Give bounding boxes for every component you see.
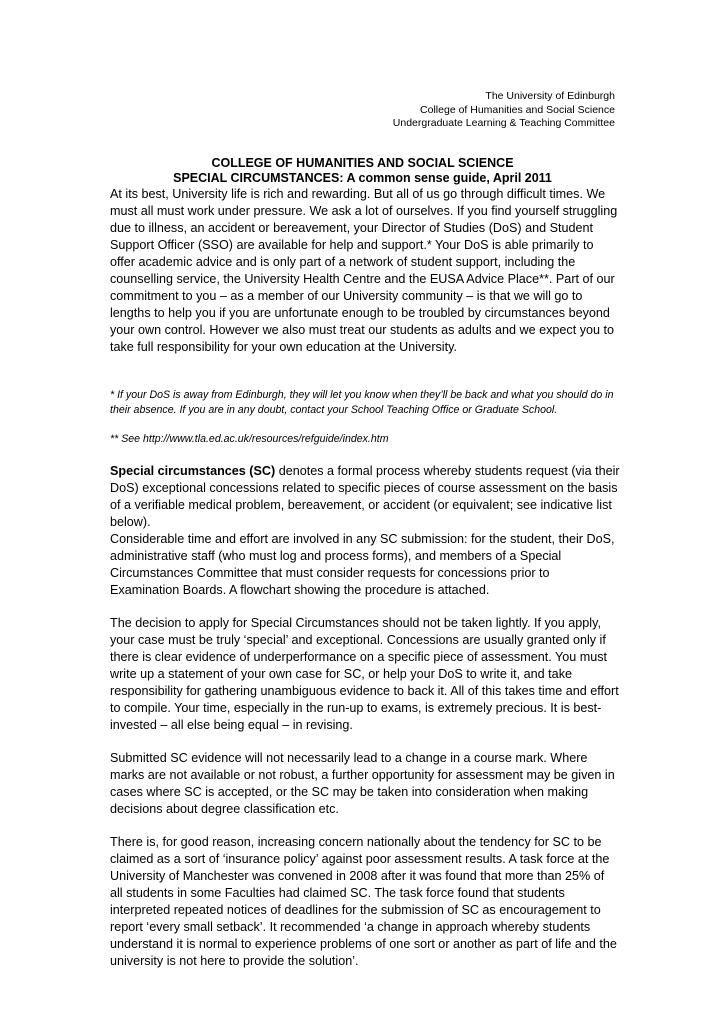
document-title: COLLEGE OF HUMANITIES AND SOCIAL SCIENCE: [211, 156, 514, 170]
intro-paragraph: At its best, University life is rich and rewarding. But all of us go through difficult times. We must all must work under pressure. We ask a lot of ourselves. If you find yourself struggling due to illness, an accident or bereavement, your Director of Studies (DoS) and Student Support Officer (SSO) are available for help and support.* Your DoS is able primarily to offer academic advice and is only part of a network of student support, including the counselling service, the University Health Centre and the EUSA Advice Place**. Part of our commitment to you – as a member of our University community – is that we will go to lengths to help you if you are unfortunate enough to be troubled by circumstances beyond your own control. However we also must treat our students as adults and we expect you to take full responsibility for your own education at the University.: [110, 187, 618, 354]
document-subtitle: SPECIAL CIRCUMSTANCES: A common sense guide, April 2011: [173, 171, 552, 185]
letterhead-university: The University of Edinburgh: [485, 90, 615, 102]
national-concern-paragraph: There is, for good reason, increasing concern nationally about the tendency for SC to be claimed as a sort of ‘insurance policy’ against poor assessment results. A task force at the University of Manchester was convened in 2008 after it was found that more than 25% of all students in some Faculties had claimed SC. The task force found that students interpreted repeated notices of deadlines for the submission of SC as encouragement to report ‘every small setback’. It recommended ‘a change in approach whereby students understand it is normal to experience problems of one sort or another as part of life and the university is not here to provide the solution’.: [110, 835, 617, 968]
letterhead: [393, 90, 615, 131]
sc-definition-paragraph: [110, 463, 620, 531]
letterhead-college: College of Humanities and Social Science: [420, 103, 615, 116]
sc-definition: denotes a formal process whereby students request (via their DoS) exceptional concessions related to specific pieces of course assessment on the basis of a verifiable medical problem, bereavement, or accident (or equivalent; see indicative list below).: [110, 464, 620, 529]
sc-effort-paragraph: Considerable time and effort are involved in any SC submission: for the student, their DoS, administrative staff (who must log and process forms), and members of a Special Circumstances Committee that must consider requests for concessions prior to Examination Boards. A flowchart showing the procedure is attached.: [110, 532, 615, 597]
footnote-refguide: ** See http://www.tla.ed.ac.uk/resources/refguide/index.htm: [110, 433, 389, 445]
letterhead-committee: Undergraduate Learning & Teaching Committee: [392, 117, 615, 129]
footnote-dos: * If your DoS is away from Edinburgh, they will let you know when they’ll be back and what you should do in their absence. If you are in any doubt, contact your School Teaching Office or Graduate School.: [110, 389, 614, 416]
decision-paragraph: The decision to apply for Special Circumstances should not be taken lightly. If you apply, your case must be truly ‘special’ and exceptional. Concessions are usually granted only if there is clear evidence of underperformance on a specific piece of assessment. You must write up a statement of your own case for SC, or help your DoS to write it, and take responsibility for gathering unambiguous evidence to back it. All of this takes time and effort to compile. Your time, especially in the run-up to exams, is extremely precious. It is best-invested – all else being equal – in revising.: [110, 616, 619, 732]
title-block: [110, 156, 615, 186]
document-body: [110, 186, 620, 970]
submitted-evidence-paragraph: Submitted SC evidence will not necessarily lead to a change in a course mark. Where marks are not available or not robust, a further opportunity for assessment may be given in cases where SC is accepted, or the SC may be taken into consideration when making decisions about degree classification etc.: [110, 751, 615, 816]
sc-term: Special circumstances (SC): [110, 464, 276, 478]
